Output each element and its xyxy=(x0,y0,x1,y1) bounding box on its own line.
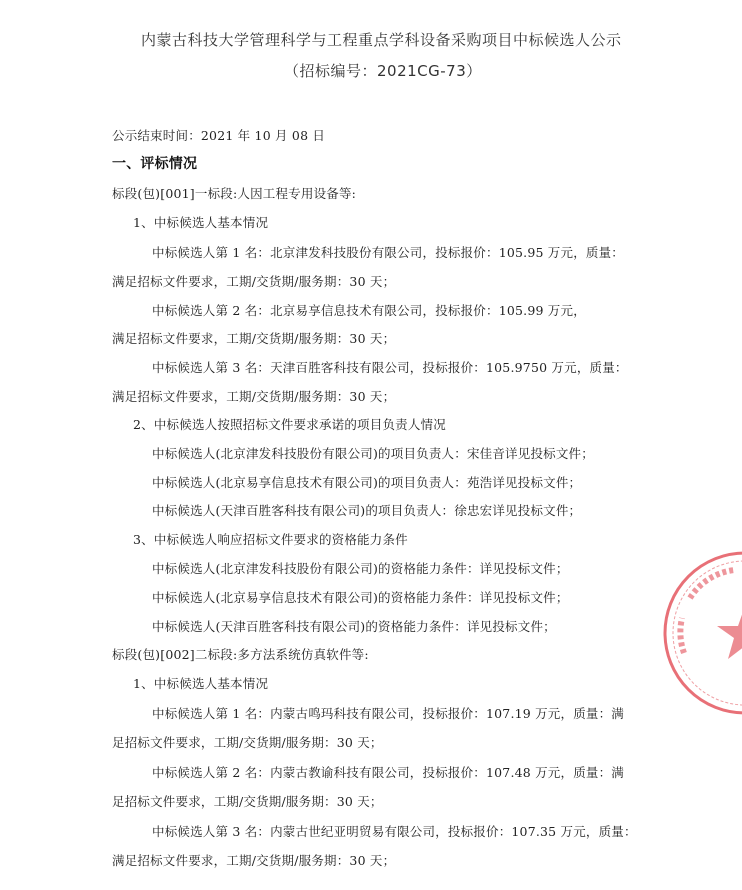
lot1-manager-3: 中标候选人(天津百胜客科技有限公司)的项目负责人：徐忠宏详见投标文件； xyxy=(152,503,582,518)
official-seal-stamp xyxy=(660,548,742,718)
lot1-candidate-1-line1: 中标候选人第 1 名：北京津发科技股份有限公司，投标报价：105.95 万元，质量： xyxy=(152,245,625,260)
lot2-candidate-2-line1: 中标候选人第 2 名：内蒙古教谕科技有限公司，投标报价：107.48 万元，质量：满 xyxy=(152,765,625,780)
seal-star-icon xyxy=(717,606,742,659)
lot2-candidate-3-line2: 满足招标文件要求，工期/交货期/服务期：30 天； xyxy=(112,853,396,868)
lot1-qualification-2: 中标候选人(北京易享信息技术有限公司)的资格能力条件：详见投标文件； xyxy=(152,590,569,605)
seal-text-arc xyxy=(690,570,735,598)
announcement-end-date: 公示结束时间：2021 年 10 月 08 日 xyxy=(112,128,326,143)
lot1-candidate-2-line1: 中标候选人第 2 名：北京易享信息技术有限公司，投标报价：105.99 万元， xyxy=(152,303,586,318)
lot1-manager-2: 中标候选人(北京易享信息技术有限公司)的项目负责人：苑浩详见投标文件； xyxy=(152,475,582,490)
lot1-sub3-title: 3、中标候选人响应招标文件要求的资格能力条件 xyxy=(133,532,408,547)
lot1-candidate-3-line2: 满足招标文件要求，工期/交货期/服务期：30 天； xyxy=(112,389,396,404)
lot2-candidate-1-line1: 中标候选人第 1 名：内蒙古鸣玛科技有限公司，投标报价：107.19 万元，质量：满 xyxy=(152,706,625,721)
lot2-sub1-title: 1、中标候选人基本情况 xyxy=(133,676,269,691)
lot1-qualification-3: 中标候选人(天津百胜客科技有限公司)的资格能力条件：详见投标文件； xyxy=(152,619,556,634)
lot1-qualification-1: 中标候选人(北京津发科技股份有限公司)的资格能力条件：详见投标文件； xyxy=(152,561,569,576)
lot2-title: 标段(包)[002]二标段:多方法系统仿真软件等: xyxy=(112,647,369,662)
section-heading: 一、评标情况 xyxy=(112,156,198,172)
lot1-sub1-title: 1、中标候选人基本情况 xyxy=(133,215,269,230)
seal-text-arc-lower xyxy=(680,618,684,653)
lot1-candidate-3-line1: 中标候选人第 3 名：天津百胜客科技有限公司，投标报价：105.9750 万元，质量： xyxy=(152,360,628,375)
lot2-candidate-1-line2: 足招标文件要求，工期/交货期/服务期：30 天； xyxy=(112,735,383,750)
lot2-candidate-2-line2: 足招标文件要求，工期/交货期/服务期：30 天； xyxy=(112,794,383,809)
lot2-candidate-3-line1: 中标候选人第 3 名：内蒙古世纪亚明贸易有限公司，投标报价：107.35 万元，质量： xyxy=(152,824,637,839)
document-title: 内蒙古科技大学管理科学与工程重点学科设备采购项目中标候选人公示 xyxy=(141,31,622,49)
lot1-sub2-title: 2、中标候选人按照招标文件要求承诺的项目负责人情况 xyxy=(133,417,446,432)
lot1-manager-1: 中标候选人(北京津发科技股份有限公司)的项目负责人：宋佳音详见投标文件； xyxy=(152,446,594,461)
tender-number: （招标编号：2021CG-73） xyxy=(284,62,482,80)
lot1-title: 标段(包)[001]一标段:人因工程专用设备等: xyxy=(112,186,357,201)
lot1-candidate-1-line2: 满足招标文件要求，工期/交货期/服务期：30 天； xyxy=(112,274,396,289)
lot1-candidate-2-line2: 满足招标文件要求，工期/交货期/服务期：30 天； xyxy=(112,331,396,346)
